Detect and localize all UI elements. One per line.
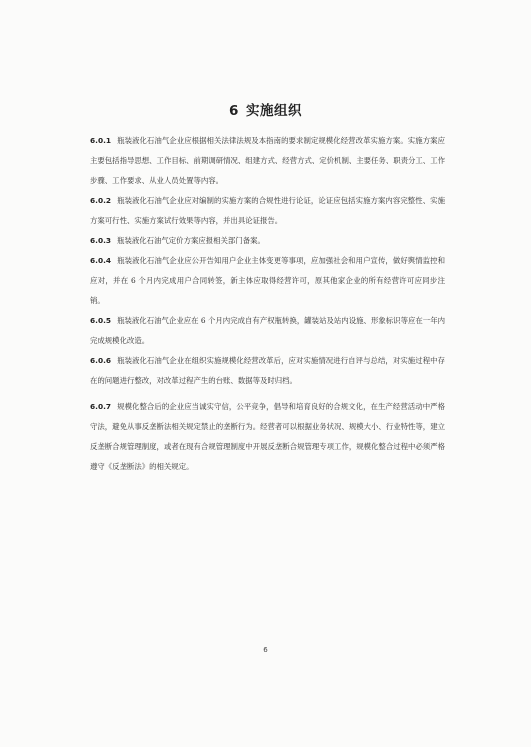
- page-number: 6: [263, 646, 268, 654]
- clause-6-0-7: [90, 397, 445, 477]
- clause-text: 规模化整合后的企业应当诚实守信，公平竞争，倡导和培育良好的合规文化，在生产经营活动中严格守法，避免从事反垄断法相关规定禁止的垄断行为。经营者可以根据业务状况、规模大小、行业特性等，建立反垄断合规管理制度，或者在现有合规管理制度中开展反垄断合规管理专项工作，规模化整合过程中必须严格遵守《反垄断法》的相关规定。: [90, 402, 445, 471]
- clause-text: 瓶装液化石油气企业应根据相关法律法规及本指南的要求制定规模化经营改革实施方案。实施方案应主要包括指导思想、工作目标、前期调研情况、组建方式、经营方式、定价机制、主要任务、职责分工、工作步骤、工作要求、从业人员处置等内容。: [90, 136, 445, 185]
- clause-6-0-4: [90, 251, 445, 311]
- clause-text: 瓶装液化石油气企业应对编制的实施方案的合规性进行论证，论证应包括实施方案内容完整性、实施方案可行性、实施方案试行效果等内容，并出具论证报告。: [90, 196, 445, 225]
- clause-number: 6.0.6: [90, 356, 112, 365]
- clause-text: 瓶装液化石油气企业应公开告知用户企业主体变更等事项，应加强社会和用户宣传，做好舆情监控和应对，并在 6 个月内完成用户合同转签，新主体应取得经营许可，原其他家企业的所有经营许可应同步注销。: [90, 256, 445, 305]
- clause-number: 6.0.1: [90, 136, 112, 145]
- section-body: [90, 131, 445, 477]
- clause-number: 6.0.3: [90, 236, 112, 245]
- section-heading: [0, 99, 531, 119]
- clause-number: 6.0.5: [90, 316, 112, 325]
- clause-text: 瓶装液化石油气定价方案应报相关部门备案。: [117, 236, 265, 245]
- clause-6-0-6: [90, 351, 445, 391]
- section-number: 6: [228, 103, 239, 119]
- clause-number: 6.0.2: [90, 196, 112, 205]
- clause-6-0-1: [90, 131, 445, 191]
- section-title: 实施组织: [246, 103, 303, 119]
- clause-6-0-3: [90, 231, 445, 251]
- clause-6-0-5: [90, 311, 445, 351]
- clause-6-0-2: [90, 191, 445, 231]
- clause-text: 瓶装液化石油气企业应在 6 个月内完成自有产权瓶转换，罐装站及站内设施、形象标识等应在一年内完成规模化改造。: [90, 316, 445, 345]
- clause-number: 6.0.7: [90, 402, 112, 411]
- clause-number: 6.0.4: [90, 256, 112, 265]
- clause-text: 瓶装液化石油气企业在组织实施规模化经营改革后，应对实施情况进行自评与总结，对实施过程中存在的问题进行整改，对改革过程产生的台账、数据等及时归档。: [90, 356, 445, 385]
